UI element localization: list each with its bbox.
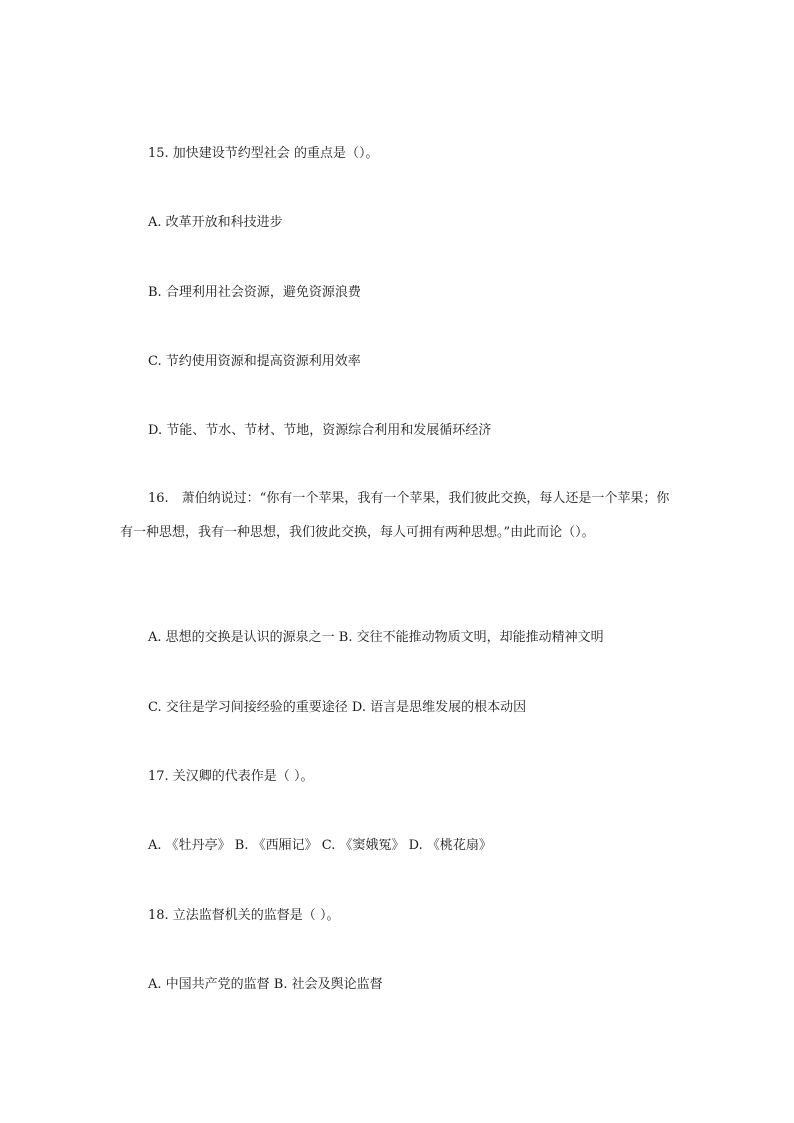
question-15-option-b: B. 合理利用社会资源，避免资源浪费 [148, 285, 361, 300]
question-15-stem: 15. 加快建设节约型社会 的重点是（）。 [148, 146, 379, 161]
question-17-stem: 17. 关汉卿的代表作是（ ）。 [148, 769, 314, 784]
question-17-options: A. 《牡丹亭》 B. 《西厢记》 C. 《窦娥冤》 D. 《桃花扇》 [148, 838, 492, 853]
question-16-options-cd: C. 交往是学习间接经验的重要途径 D. 语言是思维发展的根本动因 [148, 700, 527, 715]
question-16-stem: 16. 萧伯纳说过：“你有一个苹果，我有一个苹果，我们彼此交换，每人还是一个苹果；你有一种思想，我有一种思想，我们彼此交换，每人可拥有两种思想。”由此而论（）。 [120, 491, 670, 540]
question-15-option-a: A. 改革开放和科技进步 [148, 215, 283, 230]
question-16-options-ab: A. 思想的交换是认识的源泉之一 B. 交往不能推动物质文明，却能推动精神文明 [148, 630, 604, 645]
question-18-options: A. 中国共产党的监督 B. 社会及舆论监督 [148, 977, 383, 992]
question-15-option-d: D. 节能、节水、节材、节地，资源综合利用和发展循环经济 [148, 423, 492, 438]
question-18-stem: 18. 立法监督机关的监督是（ ）。 [148, 908, 340, 923]
question-15-option-c: C. 节约使用资源和提高资源利用效率 [148, 354, 361, 369]
